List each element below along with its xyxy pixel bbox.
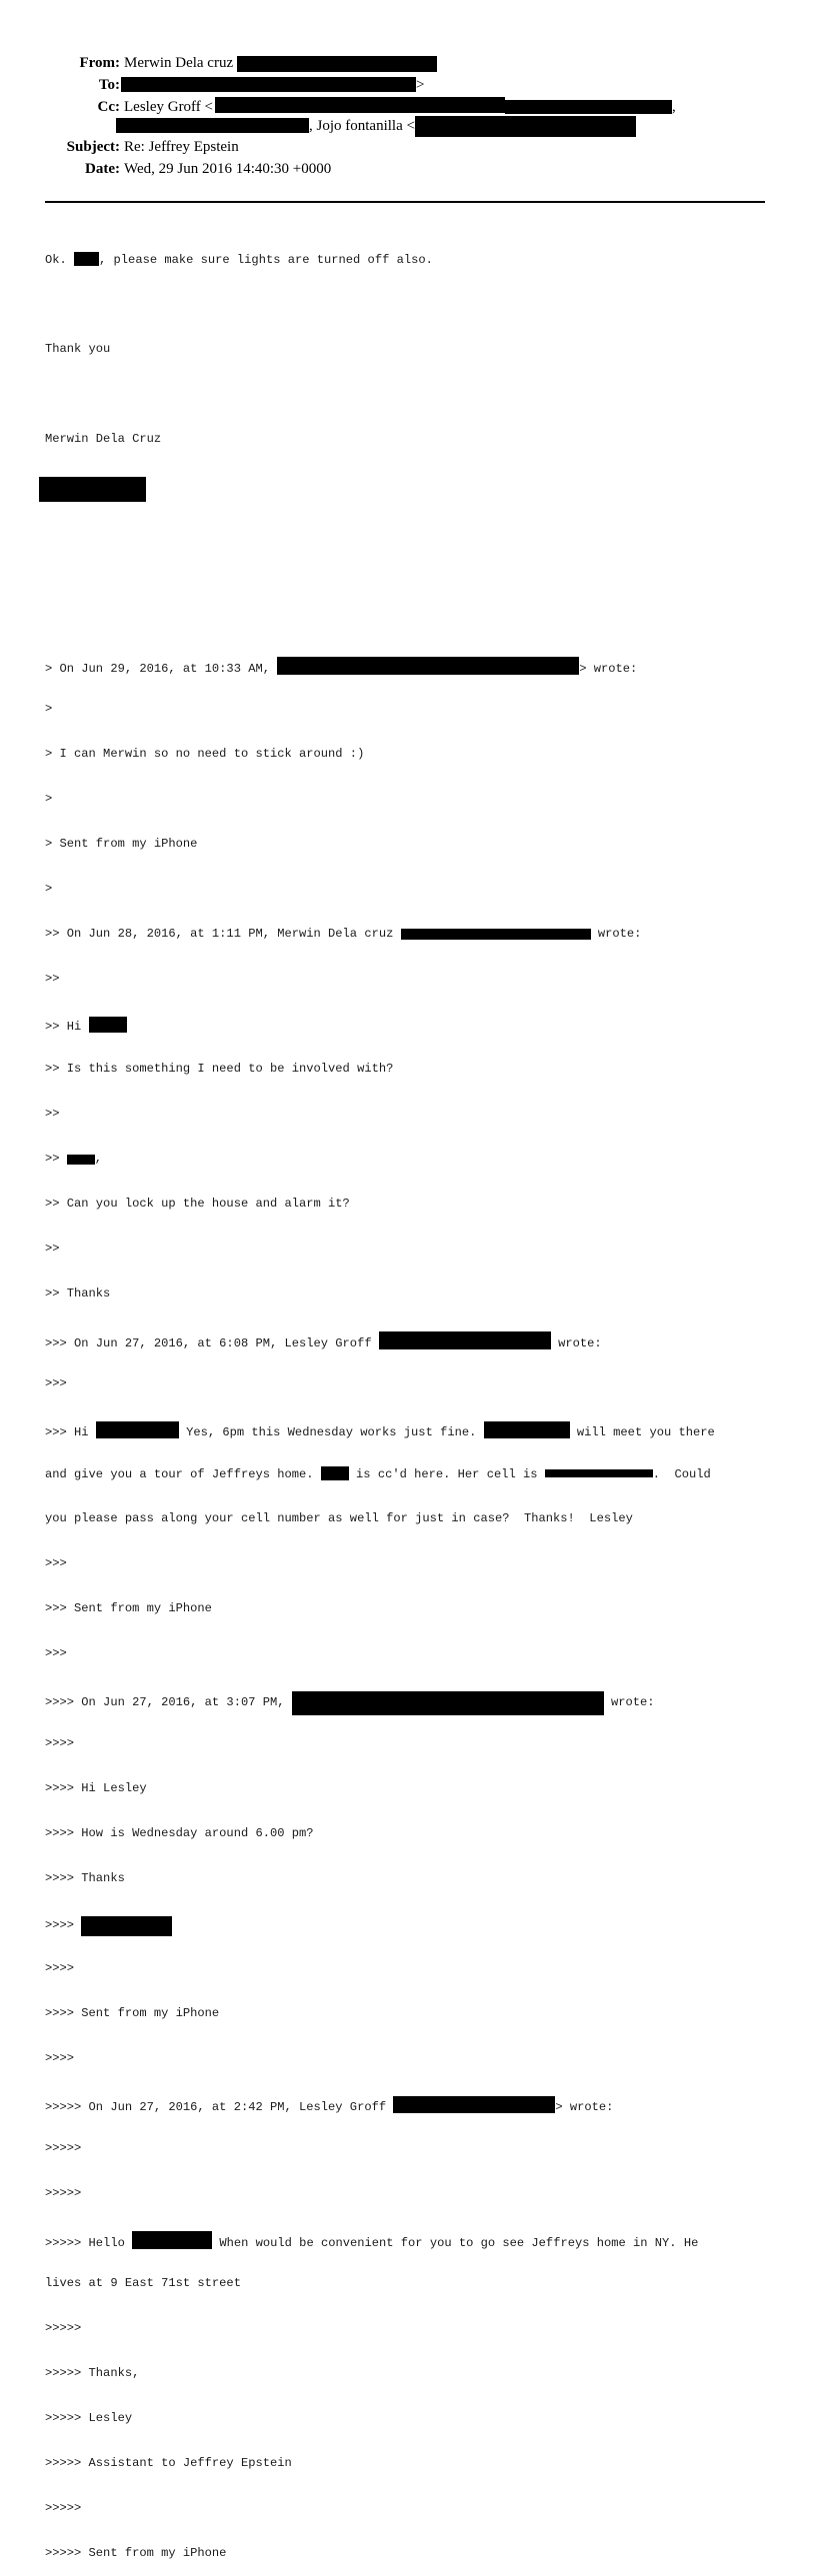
quote-line: >>>>> bbox=[45, 2321, 82, 2335]
subject-label: Subject: bbox=[66, 139, 120, 155]
quote-line: >> Thanks bbox=[45, 1287, 111, 1300]
redaction-block bbox=[505, 100, 672, 114]
from-name: Merwin Dela cruz bbox=[124, 55, 234, 71]
quote-line: > Sent from my iPhone bbox=[45, 837, 198, 851]
to-tail: > bbox=[416, 77, 425, 93]
quote-line: >> On Jun 28, 2016, at 1:11 PM, Merwin Dela cruz wrote: bbox=[45, 927, 642, 941]
quote-line: >>>>> Thanks, bbox=[45, 2366, 140, 2380]
redaction-block bbox=[321, 1466, 349, 1480]
redaction-block bbox=[67, 1155, 95, 1165]
quote-line: >>> Hi Yes, 6pm this Wednesday works just fine. will meet you there bbox=[45, 1421, 775, 1436]
quote-line: > I can Merwin so no need to stick around :) bbox=[45, 747, 365, 761]
redaction-block bbox=[237, 56, 437, 72]
redaction-block bbox=[116, 118, 309, 133]
quote-line: >> Hi bbox=[45, 1017, 775, 1032]
quote-line: >>>> Hi Lesley bbox=[45, 1781, 147, 1795]
quote-line: >>>> bbox=[45, 1736, 75, 1750]
quote-line: lives at 9 East 71st street bbox=[45, 2276, 241, 2290]
redaction-block bbox=[415, 116, 636, 137]
redaction-block bbox=[379, 1331, 551, 1349]
quote-line: >>>>> bbox=[45, 2141, 82, 2155]
signature-name: Merwin Dela Cruz bbox=[45, 432, 162, 446]
quote-line: >> bbox=[45, 972, 60, 986]
body-line: Thank you bbox=[45, 342, 111, 356]
header-divider bbox=[45, 201, 765, 203]
quote-line: >>>>> Lesley bbox=[45, 2411, 133, 2425]
quote-line: >> bbox=[45, 1242, 60, 1256]
cc-label: Cc: bbox=[97, 99, 120, 115]
date-label: Date: bbox=[85, 161, 120, 177]
quote-line: >> bbox=[45, 1107, 60, 1121]
quote-line: >>>>> Assistant to Jeffrey Epstein bbox=[45, 2456, 292, 2470]
quote-line: >>>>> bbox=[45, 2186, 82, 2200]
quote-line: > bbox=[45, 702, 53, 716]
date-value: Wed, 29 Jun 2016 14:40:30 +0000 bbox=[124, 161, 332, 177]
redaction-block bbox=[132, 2231, 212, 2249]
redaction-block bbox=[393, 2096, 555, 2113]
body-line: Ok. , please make sure lights are turned off also. bbox=[45, 253, 433, 267]
to-label: To: bbox=[98, 77, 120, 93]
quote-line: >> , bbox=[45, 1152, 103, 1166]
redaction-block bbox=[81, 1916, 172, 1936]
quote-line: >>> bbox=[45, 1646, 67, 1660]
subject-value: Re: Jeffrey Epstein bbox=[124, 139, 239, 155]
redaction-block bbox=[215, 97, 505, 113]
quote-line: > On Jun 29, 2016, at 10:33 AM, > wrote: bbox=[45, 657, 775, 672]
quote-line: >>>>> Hello When would be convenient for you to go see Jeffreys home in NY. He bbox=[45, 2231, 775, 2246]
quote-line: > bbox=[45, 792, 53, 806]
quote-line: >>>> Sent from my iPhone bbox=[45, 2006, 220, 2020]
quote-line: >>> On Jun 27, 2016, at 6:08 PM, Lesley Groff wrote: bbox=[45, 1331, 775, 1346]
redaction-block bbox=[74, 252, 99, 266]
cc-jojo: , Jojo fontanilla < bbox=[309, 118, 415, 134]
redaction-block bbox=[121, 77, 416, 92]
quote-line: >>>> How is Wednesday around 6.00 pm? bbox=[45, 1826, 314, 1840]
quote-line: >>> bbox=[45, 1556, 67, 1570]
quote-line: you please pass along your cell number as well for just in case? Thanks! Lesley bbox=[45, 1511, 633, 1525]
quote-line: >>>> bbox=[45, 1916, 775, 1931]
quote-line: >>>>> bbox=[45, 2501, 82, 2515]
redaction-block bbox=[292, 1691, 604, 1715]
cc-comma: , bbox=[672, 99, 676, 115]
redaction-block bbox=[401, 929, 591, 940]
quote-line: >>> bbox=[45, 1376, 67, 1390]
quote-line: >> Can you lock up the house and alarm it? bbox=[45, 1197, 350, 1211]
quote-line: > bbox=[45, 882, 53, 896]
redaction-block bbox=[277, 657, 579, 675]
message-body bbox=[45, 222, 775, 2576]
quote-line: >>>>> On Jun 27, 2016, at 2:42 PM, Lesley Groff > wrote: bbox=[45, 2096, 775, 2111]
cc-first: Lesley Groff < bbox=[124, 99, 213, 115]
from-label: From: bbox=[79, 55, 120, 71]
quote-line: >>> Sent from my iPhone bbox=[45, 1601, 212, 1615]
redaction-block bbox=[484, 1421, 570, 1438]
quote-line: >>>> bbox=[45, 2051, 75, 2065]
quote-line: >> Is this something I need to be involved with? bbox=[45, 1062, 394, 1076]
quote-line: and give you a tour of Jeffreys home. is cc'd here. Her cell is . Could bbox=[45, 1467, 711, 1481]
redaction-block bbox=[545, 1469, 653, 1477]
quote-line: >>>> On Jun 27, 2016, at 3:07 PM, wrote: bbox=[45, 1691, 775, 1706]
quote-line: >>>>> Sent from my iPhone bbox=[45, 2546, 227, 2560]
redaction-block bbox=[89, 1017, 127, 1033]
quote-line: >>>> bbox=[45, 1961, 75, 1975]
quote-line: >>>> Thanks bbox=[45, 1871, 125, 1885]
redaction-block bbox=[39, 477, 146, 502]
redaction-block bbox=[96, 1421, 179, 1438]
